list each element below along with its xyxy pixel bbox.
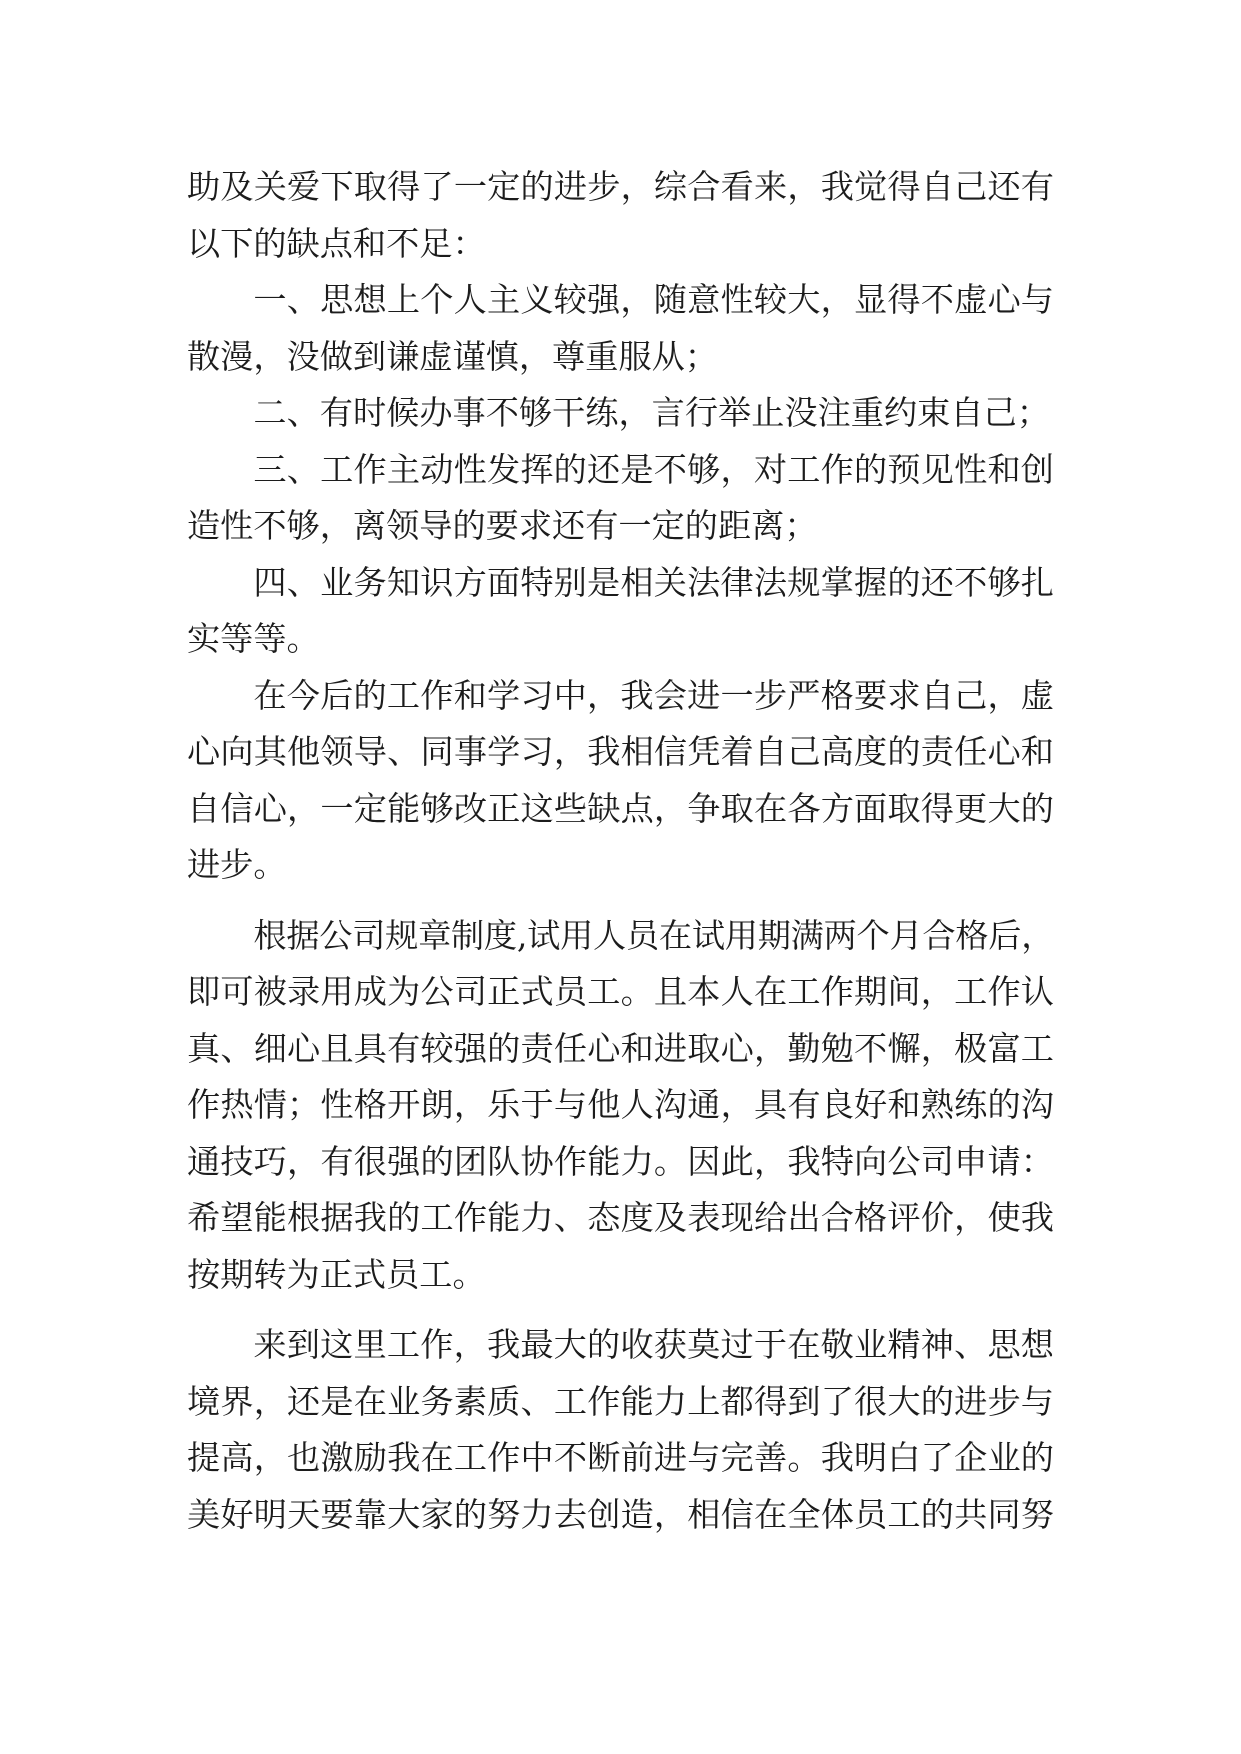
document-body bbox=[187, 159, 1054, 1543]
paragraph-application bbox=[187, 908, 1054, 1304]
text-line: 来到这里工作，我最大的收获莫过于在敬业精神、思想 bbox=[253, 1325, 1054, 1364]
text-line: 通技巧，有很强的团队协作能力。因此，我特向公司申请： bbox=[187, 1141, 1054, 1181]
paragraph-item-4 bbox=[187, 555, 1054, 668]
text-line: 造性不够，离领导的要求还有一定的距离； bbox=[187, 506, 818, 545]
text-line: 二、有时候办事不够干练，言行举止没注重约束自己； bbox=[253, 393, 1050, 432]
text-line: 境界，还是在业务素质、工作能力上都得到了很大的进步与 bbox=[187, 1381, 1054, 1421]
text-line: 实等等。 bbox=[187, 619, 320, 658]
text-line: 美好明天要靠大家的努力去创造，相信在全体员工的共同努 bbox=[187, 1494, 1054, 1534]
text-line: 希望能根据我的工作能力、态度及表现给出合格评价，使我 bbox=[187, 1198, 1054, 1237]
paragraph-gains bbox=[187, 1317, 1054, 1543]
paragraph-item-3 bbox=[187, 442, 1054, 555]
text-line: 真、细心且具有较强的责任心和进取心，勤勉不懈，极富工 bbox=[187, 1028, 1054, 1068]
text-line: 三、工作主动性发挥的还是不够，对工作的预见性和创 bbox=[253, 449, 1054, 489]
text-line: 以下的缺点和不足： bbox=[187, 223, 486, 263]
text-line: 根据公司规章制度,试用人员在试用期满两个月合格后， bbox=[253, 915, 1054, 955]
paragraph-continued bbox=[187, 159, 1054, 272]
paragraph-item-2 bbox=[187, 385, 1054, 442]
text-line: 散漫，没做到谦虚谨慎，尊重服从； bbox=[187, 336, 718, 376]
paragraph-item-1 bbox=[187, 272, 1054, 385]
text-line: 即可被录用成为公司正式员工。且本人在工作期间，工作认 bbox=[187, 972, 1054, 1011]
text-line: 心向其他领导、同事学习，我相信凭着自己高度的责任心和 bbox=[187, 732, 1054, 771]
paragraph-future-plan bbox=[187, 668, 1054, 894]
text-line: 进步。 bbox=[187, 845, 287, 884]
text-line: 按期转为正式员工。 bbox=[187, 1254, 486, 1294]
text-line: 助及关爱下取得了一定的进步，综合看来，我觉得自己还有 bbox=[187, 167, 1054, 206]
text-line: 自信心，一定能够改正这些缺点，争取在各方面取得更大的 bbox=[187, 788, 1054, 828]
text-line: 四、业务知识方面特别是相关法律法规掌握的还不够扎 bbox=[253, 562, 1054, 602]
text-line: 提高，也激励我在工作中不断前进与完善。我明白了企业的 bbox=[187, 1438, 1054, 1477]
text-line: 作热情；性格开朗，乐于与他人沟通，具有良好和熟练的沟 bbox=[187, 1085, 1054, 1124]
text-line: 在今后的工作和学习中，我会进一步严格要求自己，虚 bbox=[253, 675, 1054, 715]
text-line: 一、思想上个人主义较强，随意性较大，显得不虚心与 bbox=[253, 280, 1054, 319]
